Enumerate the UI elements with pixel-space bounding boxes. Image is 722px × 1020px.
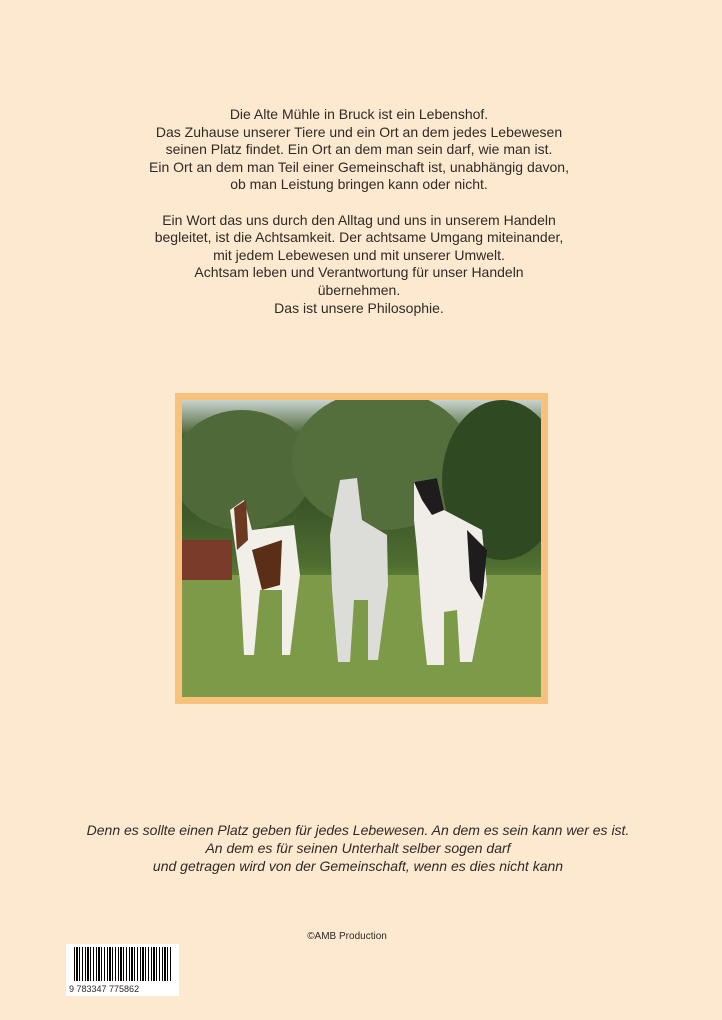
horses-illustration — [182, 400, 541, 697]
barcode-digits: 9 783347 775862 — [69, 984, 140, 994]
text-line: Ein Ort an dem man Teil einer Gemeinschaft ist, unabhängig davon, — [149, 158, 569, 175]
text-line: übernehmen. — [317, 281, 401, 298]
text-line: ob man Leistung bringen kann oder nicht. — [230, 176, 488, 193]
text-line: Das Zuhause unserer Tiere und ein Ort an dem jedes Lebewesen — [155, 123, 563, 140]
quote-line: und getragen wird von der Gemeinschaft, wenn es dies nicht kann — [152, 858, 564, 874]
text-line: seinen Platz findet. Ein Ort an dem man sein darf, wie man ist. — [165, 141, 553, 158]
intro-paragraph-1 — [0, 106, 718, 194]
isbn-barcode — [66, 944, 179, 996]
intro-text — [0, 106, 718, 335]
text-line: begleitet, ist die Achtsamkeit. Der achtsame Umgang miteinander, — [154, 229, 564, 246]
quote-line: An dem es für seinen Unterhalt selber sogen darf — [205, 840, 511, 856]
text-line: Das ist unsere Philosophie. — [274, 299, 444, 316]
text-line: Ein Wort das uns durch den Alltag und uns in unserem Handeln — [162, 211, 556, 228]
photo-frame — [175, 393, 548, 704]
closing-quote — [0, 821, 716, 875]
text-line: Achtsam leben und Verantwortung für unser Handeln — [194, 264, 524, 281]
horses-photo — [182, 400, 541, 697]
copyright: ©AMB Production — [307, 931, 387, 942]
intro-paragraph-2 — [0, 212, 718, 318]
text-line: mit jedem Lebewesen und mit unserer Umwelt. — [213, 246, 505, 263]
barcode-bars — [74, 947, 172, 981]
text-line: Die Alte Mühle in Bruck ist ein Lebenshof. — [229, 106, 489, 122]
quote-line: Denn es sollte einen Platz geben für jedes Lebewesen. An dem es sein kann wer es ist. — [86, 822, 630, 838]
